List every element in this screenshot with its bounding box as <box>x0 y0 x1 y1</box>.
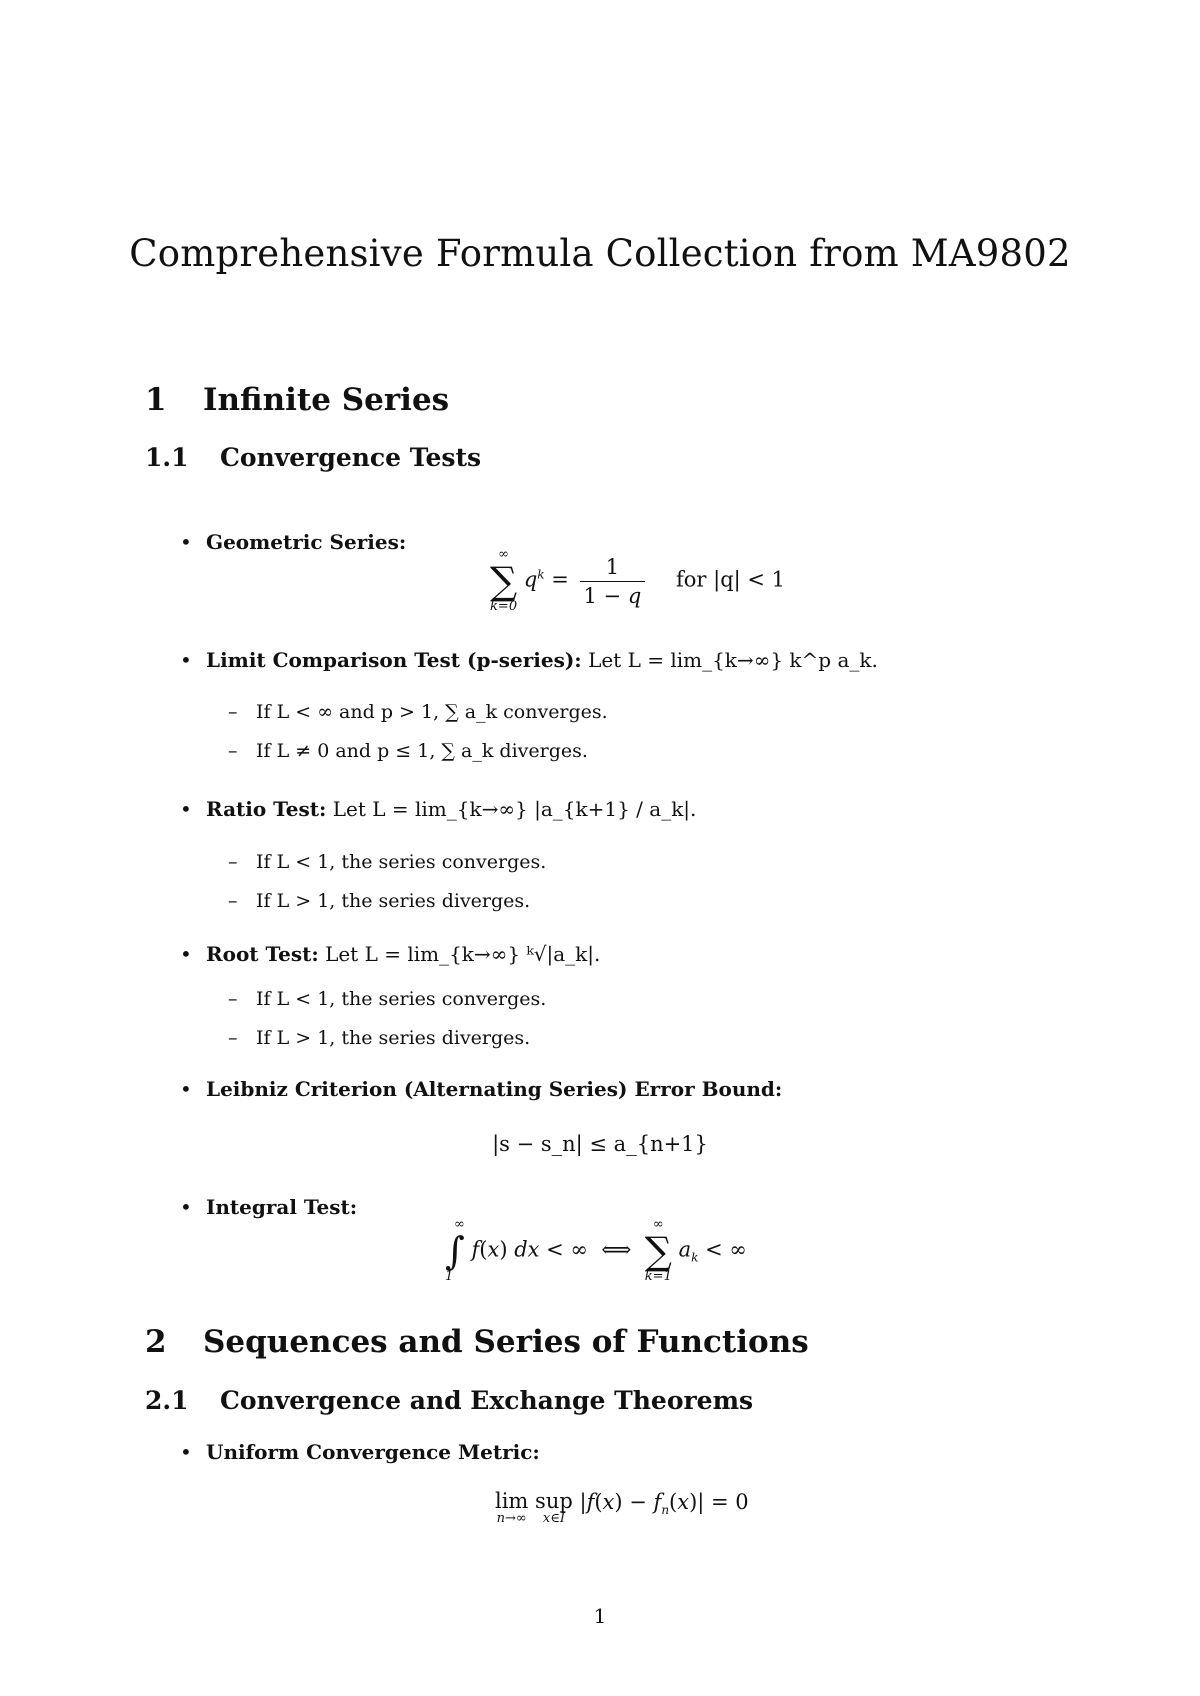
subsection-title: Convergence Tests <box>220 443 482 472</box>
sum-symbol: ∞ ∑ k=0 <box>490 547 518 614</box>
limit-comparison-label: Limit Comparison Test (p-series): <box>206 648 582 672</box>
geometric-label: Geometric Series: <box>206 530 407 554</box>
limit-case-1: – If L < ∞ and p > 1, ∑ a_k converges. <box>228 701 608 723</box>
subsection-heading <box>145 1386 753 1415</box>
integral-formula: ∞ ∫ 1 f(x) dx < ∞ ⟺ ∞ ∑ k=1 $a_k$ < ∞ <box>445 1217 747 1284</box>
section-title: Sequences and Series of Functions <box>203 1324 809 1360</box>
bullet-limit-comparison: • Limit Comparison Test (p-series): Let L = lim_{k→∞} k^p a_k. <box>180 648 878 672</box>
subsection-number: 2.1 <box>145 1386 189 1415</box>
integral-symbol: ∞ ∫ 1 <box>445 1217 465 1284</box>
bullet-dot: • <box>180 530 192 554</box>
uniform-label: Uniform Convergence Metric: <box>206 1440 540 1464</box>
leibniz-formula: |s − s_n| ≤ a_{n+1} <box>492 1132 708 1156</box>
document-title: Comprehensive Formula Collection from MA9802 <box>129 232 1071 275</box>
bullet-root: • Root Test: Let L = lim_{k→∞} ᵏ√|a_k|. <box>180 942 601 966</box>
subsection-heading <box>145 443 481 472</box>
sum-symbol: ∞ ∑ k=1 <box>644 1217 672 1284</box>
bullet-geometric <box>180 530 406 554</box>
bullet-leibniz: • Leibniz Criterion (Alternating Series) Error Bound: <box>180 1077 783 1101</box>
limit-case-2: – If L ≠ 0 and p ≤ 1, ∑ a_k diverges. <box>228 740 588 762</box>
bullet-uniform: • Uniform Convergence Metric: <box>180 1440 540 1464</box>
sup-operator: sup x∈I <box>535 1489 573 1526</box>
bullet-ratio: • Ratio Test: Let L = lim_{k→∞} |a_{k+1} / a_k|. <box>180 797 697 821</box>
root-case-1: – If L < 1, the series converges. <box>228 988 547 1010</box>
root-case-2: – If L > 1, the series diverges. <box>228 1027 531 1049</box>
section-heading <box>145 1324 809 1360</box>
leibniz-label: Leibniz Criterion (Alternating Series) Error Bound: <box>206 1077 783 1101</box>
ratio-case-1: – If L < 1, the series converges. <box>228 851 547 873</box>
integral-label: Integral Test: <box>206 1195 358 1219</box>
ratio-case-2: – If L > 1, the series diverges. <box>228 890 531 912</box>
ratio-text: Let L = lim_{k→∞} |a_{k+1} / a_k|. <box>332 797 697 821</box>
section-number: 2 <box>145 1324 167 1360</box>
section-title: Infinite Series <box>203 382 450 418</box>
subsection-number: 1.1 <box>145 443 189 472</box>
uniform-formula: lim n→∞ sup x∈I $|f(x) - f_n(x)| = 0$ <box>495 1489 749 1526</box>
section-heading <box>145 382 449 418</box>
page-number: 1 <box>593 1604 607 1628</box>
fraction: $\frac{1}{1 - q}$ <box>580 555 646 608</box>
ratio-label: Ratio Test: <box>206 797 327 821</box>
bullet-integral: • Integral Test: <box>180 1195 358 1219</box>
root-label: Root Test: <box>206 942 319 966</box>
root-text: Let L = lim_{k→∞} ᵏ√|a_k|. <box>325 942 601 966</box>
geometric-condition: for |q| < 1 <box>675 567 786 592</box>
lim-operator: lim n→∞ <box>495 1489 529 1526</box>
subsection-title: Convergence and Exchange Theorems <box>220 1386 754 1415</box>
limit-comparison-text: Let L = lim_{k→∞} k^p a_k. <box>588 648 878 672</box>
section-number: 1 <box>145 382 167 418</box>
geometric-formula: ∞ ∑ k=0 $q^k$ = $\frac{1}{1 - q}$ for |q| < 1 <box>490 547 786 614</box>
